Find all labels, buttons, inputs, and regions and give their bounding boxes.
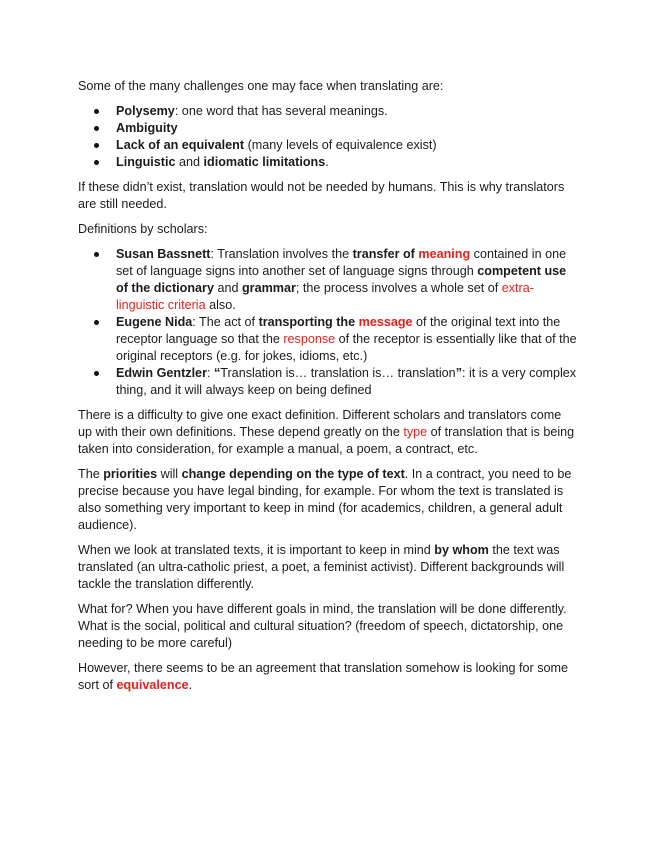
list-item: Lack of an equivalent (many levels of equivalence exist) [116,137,578,154]
definitions-heading: Definitions by scholars: [78,222,208,236]
list-item: Linguistic and idiomatic limitations. [116,154,578,171]
by-whom-paragraph: When we look at translated texts, it is important to keep in mind by whom the text was translated (an ultra-catholic priest, a poet, a feminist activist). Different backgrounds will tackle the translation differently. [78,543,565,591]
intro-paragraph: Some of the many challenges one may face when translating are: [78,79,444,93]
list-item: Ambiguity [116,120,578,137]
list-item: Polysemy: one word that has several meanings. [116,103,578,120]
priorities-paragraph: The priorities will change depending on the type of text. In a contract, you need to be precise because you have legal binding, for example. For whom the text is translated is also something very important to keep in mind (for academics, children, a general adult audience). [78,467,572,532]
document-body [78,78,578,702]
challenges-list [78,103,578,171]
however-paragraph: However, there seems to be an agreement that translation somehow is looking for some sort of equivalence. [78,661,569,692]
definitions-list [78,246,578,399]
definition-nida: Eugene Nida: The act of transporting the message of the original text into the receptor language so that the response of the receptor is essentially like that of the original receptors (e.g. for jokes, idioms, etc.) [116,315,577,363]
what-for-paragraph: What for? When you have different goals in mind, the translation will be done differently. What is the social, political and cultural situation? (freedom of speech, dictatorship, one needing to be more careful) [78,602,567,650]
difficulty-paragraph: There is a difficulty to give one exact definition. Different scholars and translators come up with their own definitions. These depend greatly on the type of translation that is being taken into consideration, for example a manual, a poem, a contract, etc. [78,408,575,456]
definition-bassnett: Susan Bassnett: Translation involves the transfer of meaning contained in one set of language signs into another set of language signs through competent use of the dictionary and grammar; the process involves a whole set of extra-linguistic criteria also. [116,246,578,314]
definition-gentzler: Edwin Gentzler: “Translation is… translation is… translation”: it is a very complex thing, and it will always keep on being defined [116,366,577,397]
not-exist-paragraph: If these didn’t exist, translation would not be needed by humans. This is why translators are still needed. [78,180,565,211]
